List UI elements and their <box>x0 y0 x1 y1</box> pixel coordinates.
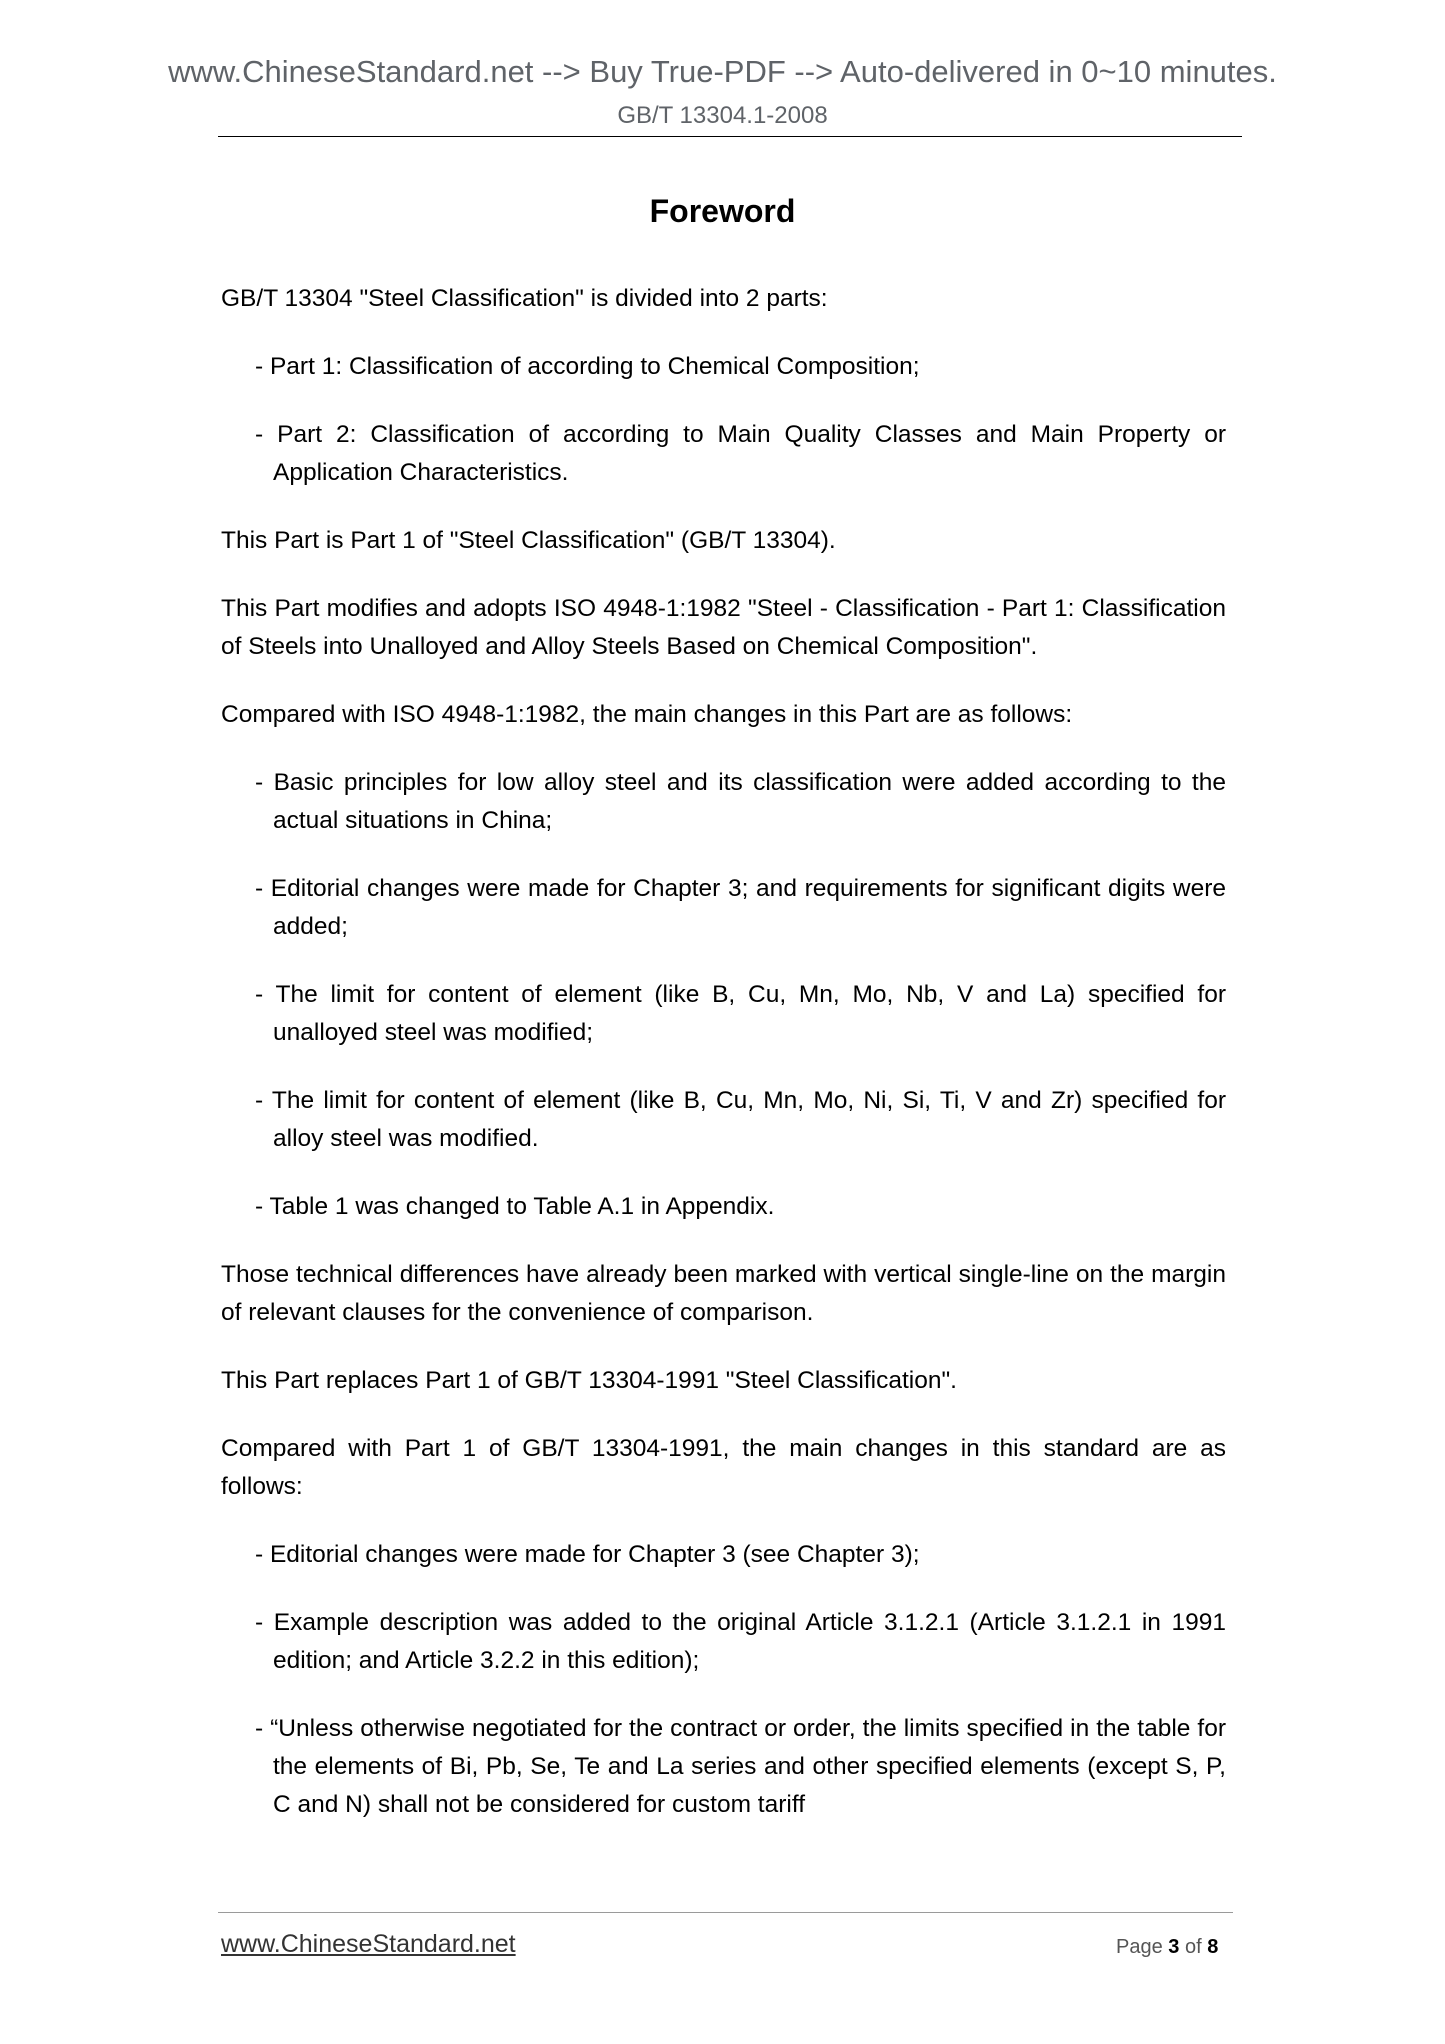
list-item: - Basic principles for low alloy steel and its classification were added according to the actual situations in China; <box>255 769 1226 834</box>
footer-website-link[interactable]: www.ChineseStandard.net <box>221 1930 516 1958</box>
paragraph: This Part modifies and adopts ISO 4948-1:1982 "Steel - Classification - Part 1: Classification of Steels into Unalloyed and Alloy Steels Based on Chemical Composition". <box>221 595 1226 660</box>
list-item: - Example description was added to the original Article 3.1.2.1 (Article 3.1.2.1 in 1991 edition; and Article 3.2.2 in this edition); <box>255 1609 1226 1674</box>
page-current: 3 <box>1168 1936 1180 1958</box>
document-id: GB/T 13304.1-2008 <box>617 102 828 129</box>
paragraph: Compared with ISO 4948-1:1982, the main changes in this Part are as follows: <box>221 701 1073 728</box>
page-label: Page <box>1116 1936 1163 1958</box>
paragraph: This Part is Part 1 of "Steel Classification" (GB/T 13304). <box>221 527 836 554</box>
page-of: of <box>1184 1936 1202 1958</box>
list-item: - Table 1 was changed to Table A.1 in Appendix. <box>255 1193 775 1220</box>
list-item: - Part 1: Classification of according to Chemical Composition; <box>255 353 920 380</box>
header-divider <box>218 136 1242 137</box>
site-banner: www.ChineseStandard.net --> Buy True-PDF --> Auto-delivered in 0~10 minutes. <box>168 54 1277 89</box>
paragraph: GB/T 13304 "Steel Classification" is divided into 2 parts: <box>221 285 828 312</box>
list-item: - Editorial changes were made for Chapter 3; and requirements for significant digits were added; <box>255 875 1226 940</box>
list-item: - “Unless otherwise negotiated for the contract or order, the limits specified in the table for the elements of Bi, Pb, Se, Te and La series and other specified elements (except S, P, C and N) shall not be considered for custom tariff <box>255 1715 1226 1818</box>
paragraph: This Part replaces Part 1 of GB/T 13304-1991 "Steel Classification". <box>221 1367 957 1394</box>
page-number <box>1116 1937 1218 1957</box>
document-body <box>221 280 1226 1854</box>
list-item: - The limit for content of element (like B, Cu, Mn, Mo, Ni, Si, Ti, V and Zr) specified for alloy steel was modified. <box>255 1087 1226 1152</box>
paragraph: Compared with Part 1 of GB/T 13304-1991, the main changes in this standard are as follows: <box>221 1435 1226 1500</box>
list-item: - Part 2: Classification of according to Main Quality Classes and Main Property or Application Characteristics. <box>255 421 1226 486</box>
page-total: 8 <box>1207 1936 1219 1958</box>
page-title: Foreword <box>649 193 796 229</box>
paragraph: Those technical differences have already been marked with vertical single-line on the margin of relevant clauses for the convenience of comparison. <box>221 1261 1226 1326</box>
list-item: - Editorial changes were made for Chapter 3 (see Chapter 3); <box>255 1541 920 1568</box>
list-item: - The limit for content of element (like B, Cu, Mn, Mo, Nb, V and La) specified for unalloyed steel was modified; <box>255 981 1226 1046</box>
footer-divider <box>218 1912 1233 1913</box>
